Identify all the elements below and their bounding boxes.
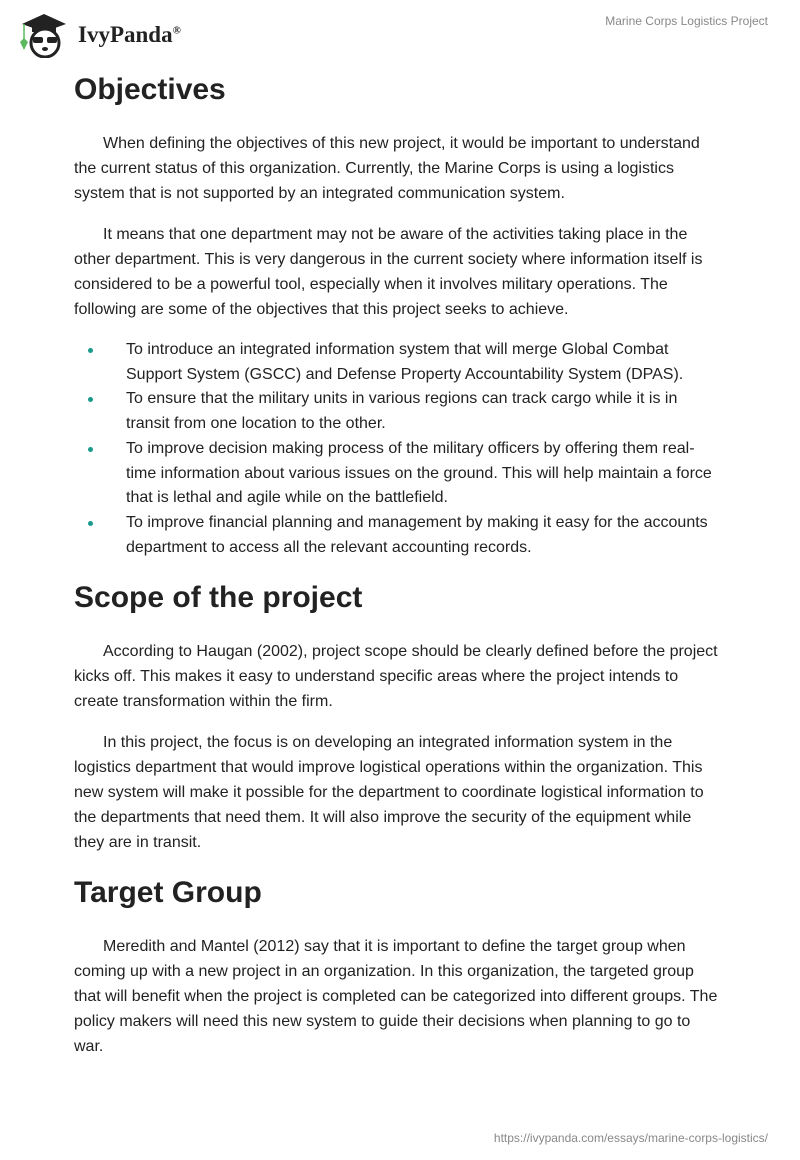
list-item (74, 338, 724, 387)
objectives-list (74, 338, 724, 560)
bullet-icon (88, 447, 93, 452)
registered-mark: ® (172, 24, 181, 37)
list-item (74, 511, 724, 560)
list-item-text: To improve financial planning and management by making it easy for the accounts department to access all the relevant accounting records. (126, 513, 708, 556)
list-item-text: To ensure that the military units in various regions can track cargo while it is in transit from one location to the other. (126, 390, 678, 433)
paragraph: Meredith and Mantel (2012) say that it is important to define the target group when coming up with a new project in an organization. In this organization, the targeted group that will benefit when the project is completed can be categorized into different groups. The policy makers will need this new system to guide their decisions when planning to go to war. (74, 938, 718, 1056)
list-item (74, 437, 724, 511)
document-title: Marine Corps Logistics Project (605, 14, 768, 28)
bullet-icon (88, 397, 93, 402)
bullet-icon (88, 521, 93, 526)
section-heading-scope: Scope of the project (74, 581, 363, 615)
section-heading-objectives: Objectives (74, 73, 226, 106)
logo-text: IvyPanda (78, 22, 173, 47)
panda-graduate-icon (16, 8, 72, 58)
essay-content (74, 72, 724, 1059)
section-heading-target-group: Target Group (74, 876, 262, 910)
source-url[interactable]: https://ivypanda.com/essays/marine-corps-logistics/ (493, 1131, 768, 1145)
paragraph: In this project, the focus is on developing an integrated information system in the logistics department that would improve logistical operations within the organization. This new system will make it possible for the department to coordinate logistical information to the departments that need them. It will also improve the security of the equipment while they are in transit. (74, 734, 704, 852)
bullet-icon (88, 348, 93, 353)
list-item-text: To introduce an integrated information system that will merge Global Combat Support System (GSCC) and Defense Property Accountability System (DPAS). (126, 341, 684, 383)
ivypanda-logo[interactable] (16, 8, 181, 58)
paragraph: According to Haugan (2002), project scope should be clearly defined before the project kicks off. This makes it easy to understand specific areas where the project intends to create transformation within the firm. (74, 643, 718, 711)
paragraph: When defining the objectives of this new project, it would be important to understand the current status of this organization. Currently, the Marine Corps is using a logistics system that is not supported by an integrated communication system. (74, 135, 700, 202)
list-item (74, 387, 724, 436)
paragraph: It means that one department may not be aware of the activities taking place in the other department. This is very dangerous in the current society where information itself is considered to be a powerful tool, especially when it involves military operations. The following are some of the objectives that this project seeks to achieve. (74, 226, 703, 318)
list-item-text: To improve decision making process of the military officers by offering them real-time information about various issues on the ground. This will help maintain a force that is lethal and agile while on the battlefield. (126, 439, 712, 507)
